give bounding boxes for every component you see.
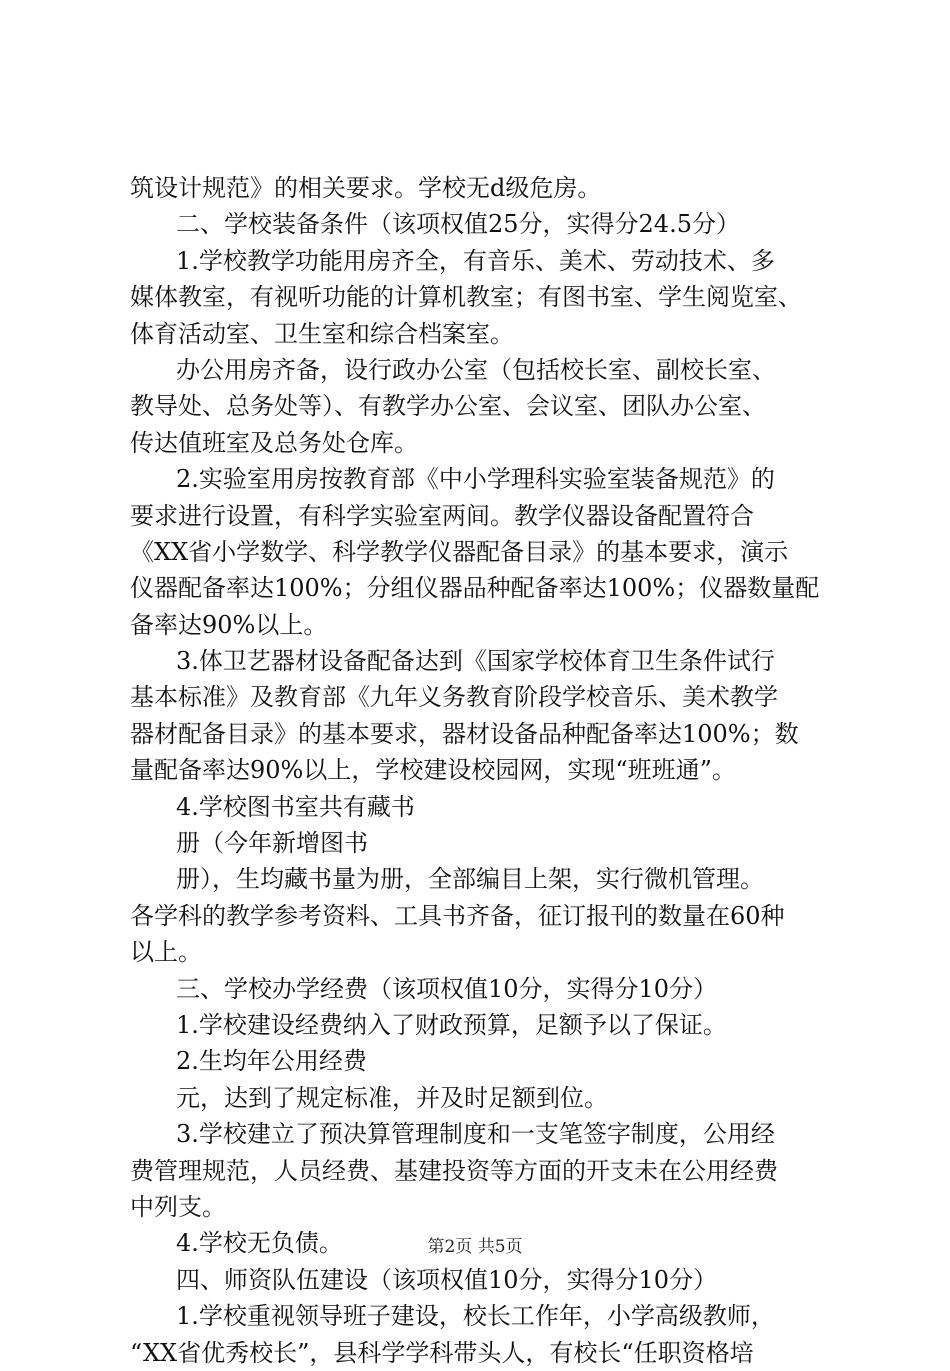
- text-line: 费管理规范，人员经费、基建投资等方面的开支未在公用经费: [130, 1156, 778, 1185]
- text-line: 3.学校建立了预决算管理制度和一支笔签字制度，公用经: [176, 1120, 775, 1149]
- page-footer: 第2页 共5页: [427, 1237, 523, 1257]
- text-line: 以上。: [130, 938, 202, 967]
- text-line: 1.学校教学功能用房齐全，有音乐、美术、劳动技术、多: [176, 246, 775, 275]
- section-heading: 三、学校办学经费（该项权值10分，实得分10分）: [176, 974, 718, 1003]
- text-line: 册），生均藏书量为册，全部编目上架，实行微机管理。: [176, 865, 764, 894]
- text-line: 4.学校图书室共有藏书: [176, 792, 415, 821]
- text-line: 1.学校重视领导班子建设，校长工作年，小学高级教师，: [176, 1302, 775, 1331]
- text-line: 传达值班室及总务处仓库。: [130, 428, 418, 457]
- text-line: 3.体卫艺器材设备配备达到《国家学校体育卫生条件试行: [176, 647, 775, 676]
- text-line: 册（今年新增图书: [176, 829, 368, 858]
- text-line: 仪器配备率达100%；分组仪器品种配备率达100%；仪器数量配: [130, 574, 820, 603]
- section-heading: 四、师资队伍建设（该项权值10分，实得分10分）: [176, 1265, 718, 1294]
- text-line: 中列支。: [130, 1192, 226, 1221]
- text-line: 媒体教室，有视听功能的计算机教室；有图书室、学生阅览室、: [130, 283, 802, 312]
- text-line: 2.生均年公用经费: [176, 1047, 367, 1076]
- text-line: 要求进行设置，有科学实验室两间。教学仪器设备配置符合: [130, 501, 754, 530]
- text-line: “XX省优秀校长”，县科学学科带头人，有校长“任职资格培: [130, 1338, 754, 1367]
- text-line: 1.学校建设经费纳入了财政预算，足额予以了保证。: [176, 1010, 727, 1039]
- text-line: 备率达90%以上。: [130, 610, 328, 639]
- text-line: 元，达到了规定标准，并及时足额到位。: [176, 1083, 608, 1112]
- text-line: 筑设计规范》的相关要求。学校无d级危房。: [130, 174, 602, 202]
- text-line: 量配备率达90%以上，学校建设校园网，实现“班班通”。: [130, 756, 736, 785]
- text-line: 器材配备目录》的基本要求，器材设备品种配备率达100%；数: [130, 719, 799, 748]
- text-line: 教导处、总务处等）、有教学办公室、会议室、团队办公室、: [130, 392, 766, 421]
- section-heading: 二、学校装备条件（该项权值25分，实得分24.5分）: [176, 210, 740, 239]
- text-line: 基本标准》及教育部《九年义务教育阶段学校音乐、美术教学: [130, 683, 778, 712]
- text-line: 4.学校无负债。: [176, 1229, 343, 1258]
- text-line: 各学科的教学参考资料、工具书齐备，征订报刊的数量在60种: [130, 901, 785, 930]
- text-line: 《XX省小学数学、科学教学仪器配备目录》的基本要求，演示: [130, 537, 789, 566]
- text-line: 体育活动室、卫生室和综合档案室。: [130, 319, 514, 348]
- text-line: 办公用房齐备，设行政办公室（包括校长室、副校长室、: [176, 355, 776, 384]
- document-body: [130, 170, 830, 1371]
- text-line: 2.实验室用房按教育部《中小学理科实验室装备规范》的: [176, 465, 775, 494]
